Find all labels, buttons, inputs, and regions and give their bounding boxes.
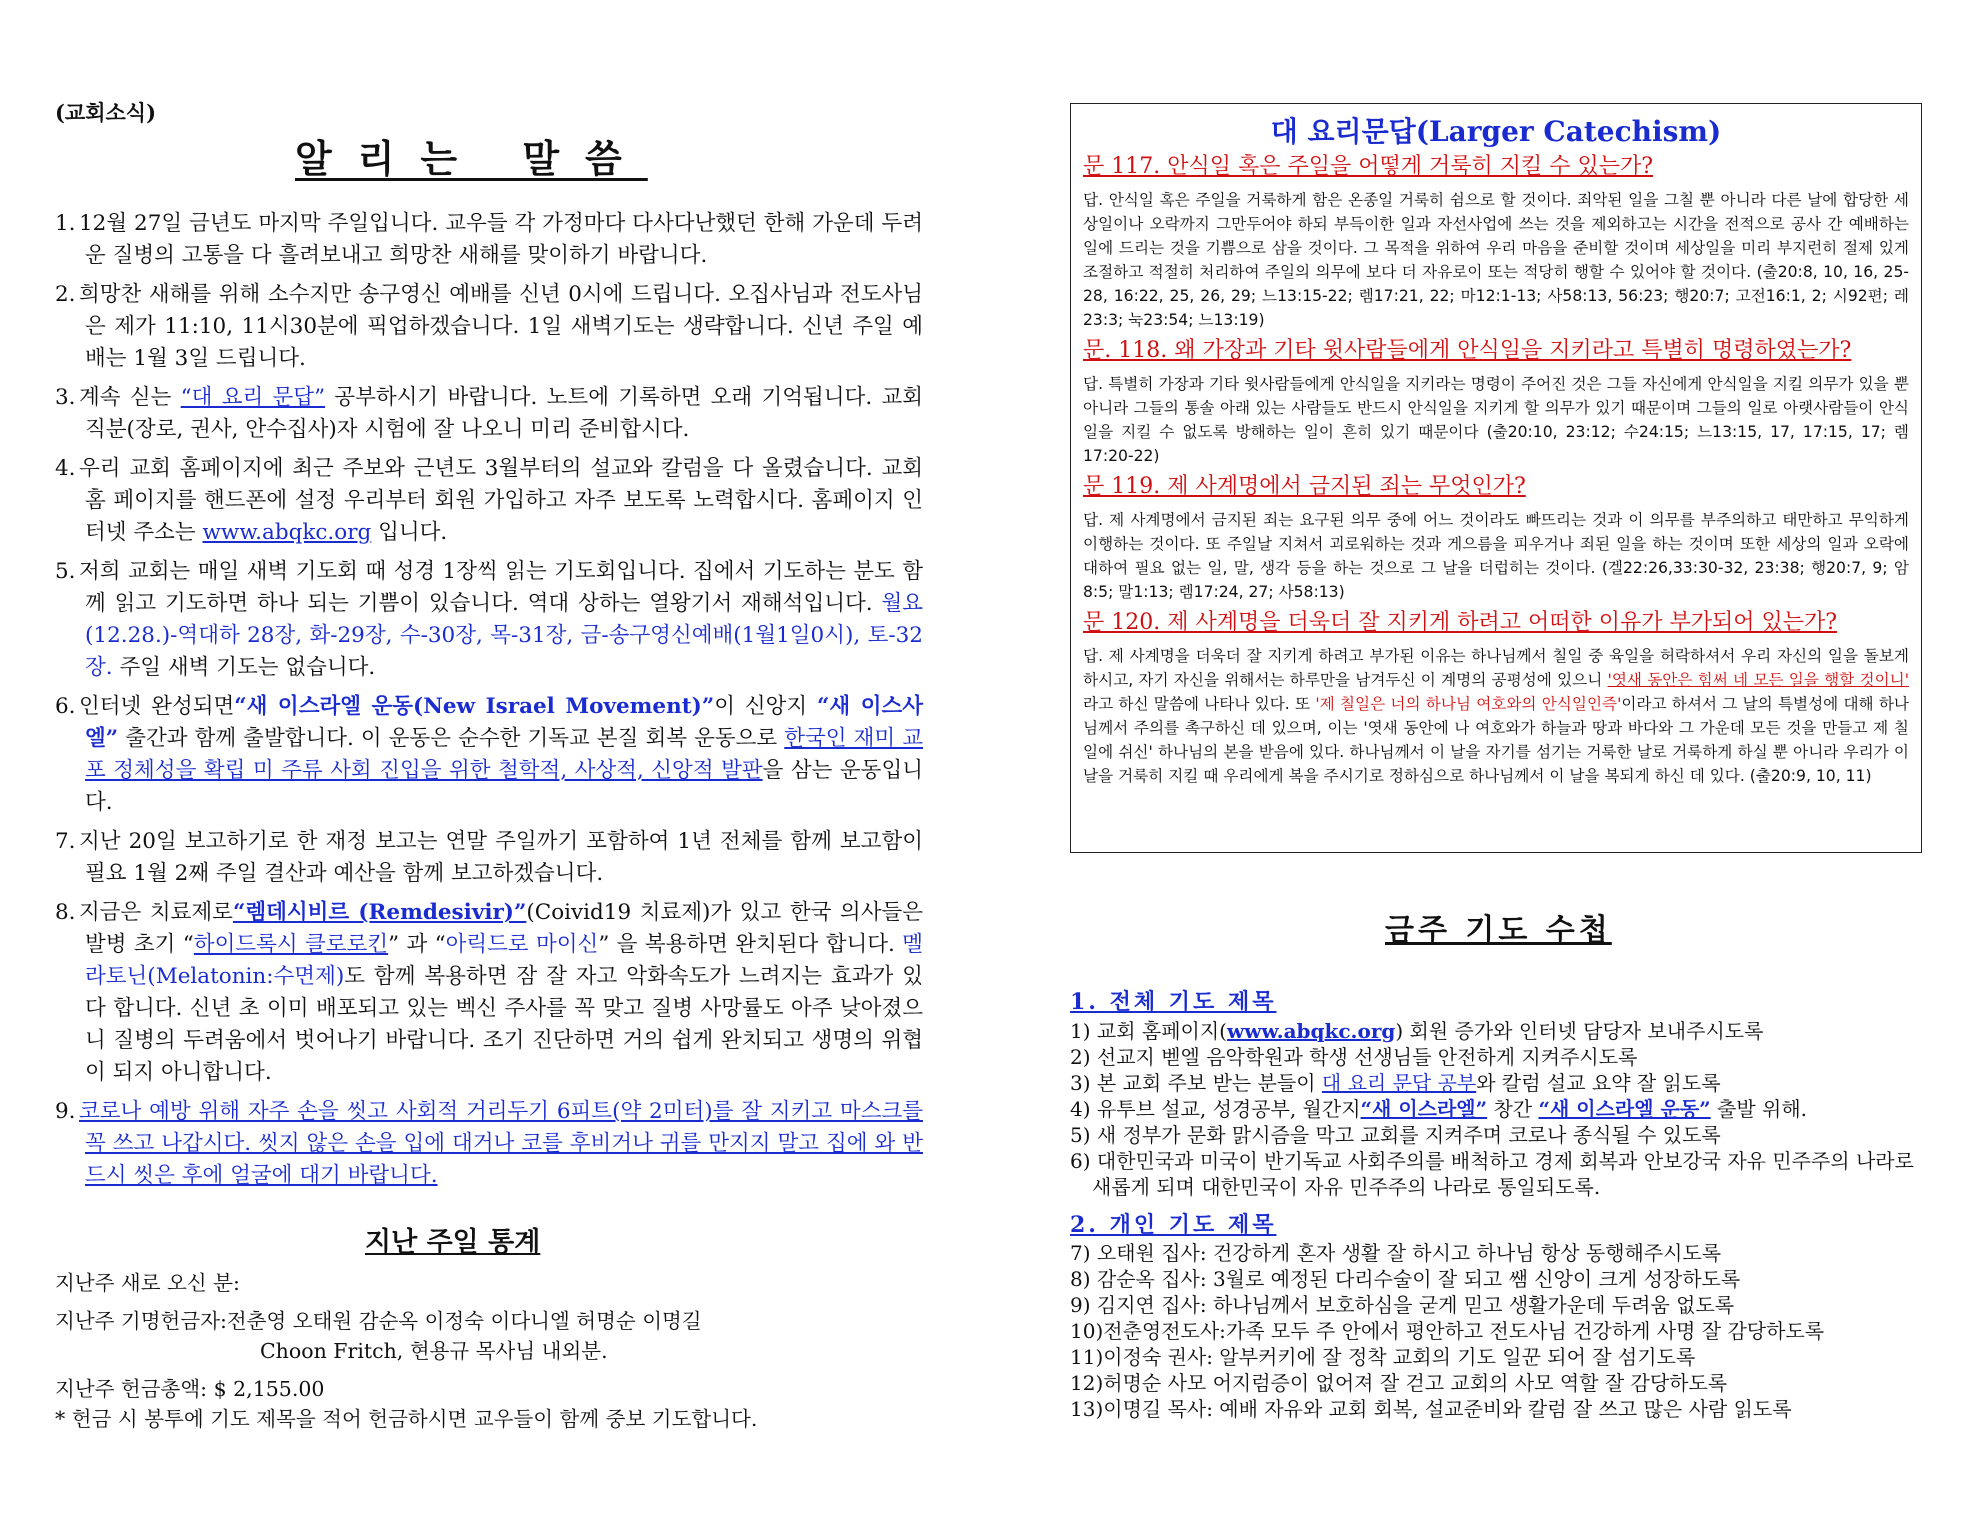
answer-118: 답. 특별히 가장과 기타 윗사람들에게 안식일을 지키라는 명령이 주어진 것은 그들 자신에게 안식일을 지킬 의무가 있을 뿐 아니라 그들의 통솔 아래 있는 사람들도 반드시 안식일을 지키게 할 의무가 있기 때문이며 그들의 일로 아랫사람들이 안식일을 지킬 수 없도록 방해하는 일이 흔히 있기 때문이다 (출20:10, 23:12; 수24:15; 느13:15, 17, 17:15, 17; 렘17:20-22) (1083, 375, 1909, 465)
question-117: 문 117. 안식일 혹은 주일을 어떻게 거룩히 지킬 수 있는가? (1083, 154, 1654, 179)
announcement-item: 3. 계속 싣는 “대 요리 문답” 공부하시기 바랍니다. 노트에 기록하면 오래 기억됩니다. 교회 직분(장로, 권사, 안수집사)자 시험에 잘 나오니 미리 준비합시다. (55, 385, 923, 442)
prayer-item: 9) 김지연 집사: 하나님께서 보호하심을 굳게 믿고 생활가운데 두려움 없도록 (1070, 1293, 1735, 1317)
azithromycin-text: 아릭드로 마이신 (445, 932, 599, 957)
magazine-name: “새 이스사엘” (85, 694, 924, 751)
prayer-list-1 (1070, 1018, 1930, 1200)
prayer-item: 12)허명순 사모 어지럼증이 없어져 잘 걷고 교회의 사모 역할 잘 감당하도록 (1070, 1371, 1728, 1395)
named-donors-2: Choon Fritch, 현용규 목사님 내외분. (260, 1339, 608, 1363)
announcement-item: 8. 지금은 치료제로“렘데시비르 (Remdesivir)”(Coivid19 치료제)가 있고 한국 의사들은 발병 초기 “하이드록시 클로로킨” 과 “아릭드로 마이신” 을 복용하면 완치된다 합니다. 멜라토닌(Melatonin:수면제)도 함께 복용하면 잠 잘 자고 악화속도가 느려지는 효과가 있다 합니다. 신년 초 이미 배포되고 있는 벡신 주사를 꼭 맞고 질병 사망률도 아주 낮아졌으니 질병의 두려움에서 벗어나기 바랍니다. 조기 진단하면 거의 쉽게 완치되고 생명의 위협이 되지 아니합니다. (55, 900, 924, 1085)
catechism-box (1070, 103, 1922, 853)
announcement-item: 4. 우리 교회 홈페이지에 최근 주보와 근년도 3월부터의 설교와 칼럼을 다 올렸습니다. 교회 홈 페이지를 핸드폰에 설정 우리부터 회원 가입하고 자주 보도록 노력합시다. 홈페이지 인터넷 주소는 www.abqkc.org 입니다. (55, 456, 923, 545)
question-119: 문 119. 제 사계명에서 금지된 죄는 무엇인가? (1083, 474, 1526, 499)
prayer-list-2 (1070, 1240, 1930, 1422)
prayer-item: 6) 대한민국과 미국이 반기독교 사회주의를 배척하고 경제 회복과 안보강국 자유 민주주의 나라로 새롭게 되며 대한민국이 자유 민주주의 나라로 통일되도록. (1070, 1149, 1914, 1199)
prayer-item: 13)이명길 목사: 예배 자유와 교회 회복, 설교준비와 칼럼 잘 쓰고 많은 사람 읽도록 (1070, 1397, 1792, 1421)
prayer-item: 10)전춘영전도사:가족 모두 주 안에서 평안하고 전도사님 건강하게 사명 잘 감당하도록 (1070, 1319, 1825, 1343)
prayer-section-2: 2. 개인 기도 제목 (1070, 1212, 1277, 1238)
answer-120: 답. 제 사계명을 더욱더 잘 지키게 하려고 부가된 이유는 하나님께서 칠일 중 육일을 허락하셔서 우리 자신의 일을 돌보게 하시고, 자기 자신을 위해서는 하루만을 남겨두신 이 계명의 공평성에 있으니 '엿새 동안은 힘써 네 모든 일을 행할 것이니' 라고 하신 말씀에 나타나 있다. 또 '제 칠일은 너의 하나님 여호와의 안식일인즉'이라고 하셔서 그 날의 특별성에 대해 하나님께서 주의를 촉구하신 데 있으며, 이는 '엿새 동안에 나 여호와가 하늘과 땅과 바다와 그 가운데 모든 것을 만들고 제 칠일에 쉬신' 하나님의 본을 받음에 있다. 하나님께서 이 날을 자기를 섬기는 거룩한 날로 거룩하게 하실 뿐 아니라 우리가 이 날을 거룩히 지킬 때 우리에게 복을 주시기로 정하심으로 하나님께서 이 날을 복되게 하신 데 있다. (출20:9, 10, 11) (1083, 647, 1910, 785)
catechism-study-link[interactable]: 대 요리 문답 공부 (1321, 1071, 1477, 1095)
movement-name: “새 이스라엘 운동(New Israel Movement)” (234, 694, 715, 719)
homepage-link[interactable]: www.abqkc.org (1226, 1019, 1396, 1043)
melatonin-text: 멜라토닌(Melatonin:수면제) (85, 932, 923, 989)
announcement-item: 5. 저희 교회는 매일 새벽 기도회 때 성경 1장씩 읽는 기도회입니다. 집에서 기도하는 분도 함께 읽고 기도하면 하나 되는 기쁨이 있습니다. 역대 상하는 열왕기서 재해석입니다. 월요(12.28.)-역대하 28장, 화-29장, 수-30장, 목-31장, 금-송구영신예배(1월1일0시), 토-32장. 주일 새벽 기도는 없습니다. (55, 559, 923, 680)
prayer-item: 5) 새 정부가 문화 맑시즘을 막고 교회를 지켜주며 코로나 종식될 수 있도록 (1070, 1123, 1721, 1147)
new-israel-magazine: “새 이스라엘” (1360, 1097, 1488, 1121)
question-118: 문. 118. 왜 가장과 기타 윗사람들에게 안식일을 지키라고 특별히 명령하였는가? (1083, 338, 1852, 363)
prayer-item: 4) 유투브 설교, 성경공부, 월간지“새 이스라엘” 창간 “새 이스라엘 운동” 출발 위해. (1070, 1097, 1808, 1121)
hcq-text: 하이드록시 클로로킨 (193, 932, 389, 957)
offering-total: 지난주 헌금총액: $ 2,155.00 (55, 1377, 325, 1401)
prayer-item: 8) 감순옥 집사: 3월로 예정된 다리수술이 잘 되고 쌤 신앙이 크게 성장하도록 (1070, 1267, 1741, 1291)
prayer-item: 11)이정숙 권사: 알부커키에 잘 정착 교회의 기도 일꾼 되어 잘 섬기도록 (1070, 1345, 1696, 1369)
prayer-item: 1) 교회 홈페이지(www.abqkc.org) 회원 증가와 인터넷 담당자 보내주시도록 (1070, 1019, 1764, 1043)
catechism-title: 대 요리문답(Larger Catechism) (1270, 115, 1722, 148)
new-visitors: 지난주 새로 오신 분: (55, 1271, 240, 1295)
prayer-item: 7) 오태원 집사: 건강하게 혼자 생활 잘 하시고 하나님 항상 동행해주시도록 (1070, 1241, 1722, 1265)
announcement-list (55, 208, 923, 1199)
question-120: 문 120. 제 사계명을 더욱더 잘 지키게 하려고 어떠한 이유가 부가되어 있는가? (1083, 610, 1838, 635)
new-israel-movement: “새 이스라엘 운동” (1538, 1097, 1711, 1121)
announcement-item: 2. 희망찬 새해를 위해 소수지만 송구영신 예배를 신년 0시에 드립니다. 오집사님과 전도사님은 제가 11:10, 11시30분에 픽업하겠습니다. 1일 새벽기도는 생략합니다. 신년 주일 예배는 1월 3일 드립니다. (55, 282, 923, 371)
scripture-quote-1: '엿새 동안은 힘써 네 모든 일을 행할 것이니' (1607, 671, 1910, 689)
announcement-item: 1. 12월 27일 금년도 마지막 주일입니다. 교우들 각 가정마다 다사다난했던 한해 가운데 두려운 질병의 고통을 다 흘려보내고 희망찬 새해를 맞이하기 바랍니다. (55, 211, 923, 268)
answer-119: 답. 제 사계명에서 금지된 죄는 요구된 의무 중에 어느 것이라도 빠뜨리는 것과 이 의무를 부주의하고 태만하고 무익하게 이행하는 것이다. 또 주일날 지쳐서 괴로워하는 것과 게으름을 피우거나 죄된 일을 하는 것이며 또한 세상의 일과 오락에 대하여 필요 없는 일, 말, 생각 등을 하는 것으로 그 날을 더럽히는 것이다. (겔22:26,33:30-32, 23:38; 행20:7, 9; 암8:5; 말1:13; 렘17:24, 27; 사58:13) (1083, 511, 1909, 601)
remdesivir-text: “렘데시비르 (Remdesivir)” (232, 900, 527, 925)
scripture-quote-2: '제 칠일은 너의 하나님 여호와의 안식일인즉' (1315, 695, 1622, 713)
prayer-item: 3) 본 교회 주보 받는 분들이 대 요리 문답 공부와 칼럼 설교 요약 잘 읽도록 (1070, 1071, 1721, 1095)
announcement-item: 7. 지난 20일 보고하기로 한 재정 보고는 연말 주일까기 포함하여 1년 전체를 함께 보고함이 필요 1월 2째 주일 결산과 예산을 함께 보고하겠습니다. (55, 829, 923, 886)
named-donors: 지난주 기명헌금자:전춘영 오태원 감순옥 이정숙 이다니엘 허명순 이명길 (55, 1309, 702, 1333)
catechism-link[interactable]: “대 요리 문답” (180, 385, 326, 410)
homepage-link[interactable]: www.abqkc.org (202, 520, 372, 545)
announcements-title: 알리는 말씀 (295, 136, 648, 181)
prayer-section-1: 1. 전체 기도 제목 (1070, 989, 1277, 1015)
prayer-item: 2) 선교지 벧엘 음악학원과 학생 선생님들 안전하게 지켜주시도록 (1070, 1045, 1638, 1069)
movement-purpose-link[interactable]: 한국인 재미 교포 정체성을 확립 미 주류 사회 진입을 위한 철학적, 사상적, 신앙적 발판 (85, 726, 923, 783)
prayer-title: 금주 기도 수첩 (1385, 913, 1612, 948)
stats-title: 지난 주일 통계 (365, 1227, 541, 1258)
offering-note: * 헌금 시 봉투에 기도 제목을 적어 헌금하시면 교우들이 함께 중보 기도합니다. (55, 1407, 758, 1431)
announcement-item: 9. 코로나 예방 위해 자주 손을 씻고 사회적 거리두기 6피트(약 2미터)를 잘 지키고 마스크를 꼭 쓰고 나갑시다. 씻지 않은 손을 입에 대거나 코를 후비거나 귀를 만지지 말고 집에 와 반드시 씻은 후에 얼굴에 대기 바랍니다. (55, 1099, 923, 1188)
answer-117: 답. 안식일 혹은 주일을 거룩하게 함은 온종일 거룩히 쉼으로 할 것이다. 죄악된 일을 그칠 뿐 아니라 다른 날에 합당한 세상일이나 오락까지 그만두어야 하되 부득이한 일과 자선사업에 쓰는 것을 제외하고는 시간을 전적으로 공사 간 예배하는 일에 드리는 것을 기쁨으로 삼을 것이다. 그 목적을 위하여 우리 마음을 준비할 것이며 세상일을 미리 부지런히 절제 있게 조절하고 적절히 처리하여 주일의 의무에 보다 더 자유로이 또는 적당히 행할 수 있어야 할 것이다. (출20:8, 10, 16, 25-28, 16:22, 25, 26, 29; 느13:15-22; 렘17:21, 22; 마12:1-13; 사58:13, 56:23; 행20:7; 고전16:1, 2; 시92편; 레23:3; 눅23:54; 느13:19) (1083, 191, 1909, 329)
announcement-item: 6. 인터넷 완성되면“새 이스라엘 운동(New Israel Movement)”이 신앙지 “새 이스사엘” 출간과 함께 출발합니다. 이 운동은 순수한 기독교 본질 회복 운동으로 한국인 재미 교포 정체성을 확립 미 주류 사회 진입을 위한 철학적, 사상적, 신앙적 발판을 삼는 운동입니다. (55, 694, 924, 815)
church-news-label: (교회소식) (55, 100, 157, 125)
stats-section (55, 1268, 923, 1442)
reading-schedule: 월요(12.28.)-역대하 28장, 화-29장, 수-30장, 목-31장, 금-송구영신예배(1월1일0시), 토-32장. (85, 591, 923, 680)
covid-prevention-text: 코로나 예방 위해 자주 손을 씻고 사회적 거리두기 6피트(약 2미터)를 잘 지키고 마스크를 꼭 쓰고 나갑시다. 씻지 않은 손을 입에 대거나 코를 후비거나 귀를 만지지 말고 집에 와 반드시 씻은 후에 얼굴에 대기 바랍니다. (79, 1099, 923, 1188)
